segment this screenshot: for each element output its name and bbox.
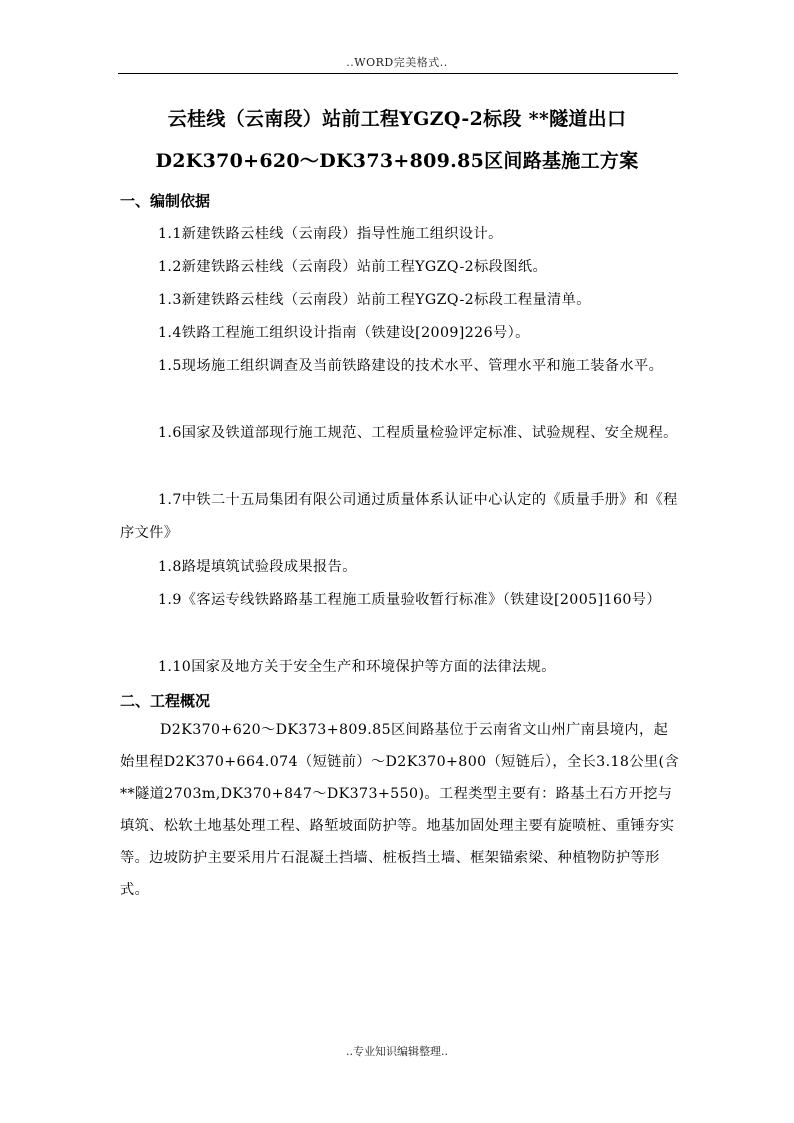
basis-item-1-5: 1.5现场施工组织调查及当前铁路建设的技术水平、管理水平和施工装备水平。 bbox=[158, 358, 664, 374]
basis-item-1-3: 1.3新建铁路云桂线（云南段）站前工程YGZQ-2标段工程量清单。 bbox=[158, 292, 591, 308]
basis-item-1-8: 1.8路堤填筑试验段成果报告。 bbox=[158, 559, 357, 575]
document-title-line2: D2K370+620～DK373+809.85区间路基施工方案 bbox=[155, 150, 639, 172]
basis-item-1-2: 1.2新建铁路云桂线（云南段）站前工程YGZQ-2标段图纸。 bbox=[158, 259, 548, 275]
basis-item-1-7: 1.7中铁二十五局集团有限公司通过质量体系认证中心认定的《质量手册》和《程序文件》 bbox=[120, 492, 678, 541]
header-divider bbox=[118, 73, 678, 74]
basis-item-1-10: 1.10国家及地方关于安全生产和环境保护等方面的法律法规。 bbox=[158, 659, 556, 675]
page-header: ..WORD完美格式.. bbox=[346, 56, 448, 69]
basis-item-1-4: 1.4铁路工程施工组织设计指南（铁建设[2009]226号）。 bbox=[158, 325, 530, 341]
page-footer: ..专业知识编辑整理.. bbox=[346, 1045, 448, 1058]
section-heading-basis: 一、编制依据 bbox=[120, 192, 211, 210]
basis-item-1-9: 1.9《客运专线铁路路基工程施工质量验收暂行标准》（铁建设[2005]160号） bbox=[158, 592, 661, 608]
document-title-line1: 云桂线（云南段）站前工程YGZQ-2标段 **隧道出口 bbox=[167, 108, 627, 130]
overview-paragraph: D2K370+620～DK373+809.85区间路基位于云南省文山州广南县境内，起始里程D2K370+664.074（短链前）～D2K370+800（短链后），全长3.18公里(含**隧道2703m,DK370+847～DK373+550)。工程类型主要有：路基土石方开挖与填筑、松软土地基处理工程、路堑坡面防护等。地基加固处理主要有旋喷桩、重锤夯实等。边坡防护主要采用片石混凝土挡墙、桩板挡土墙、框架锚索梁、种植物防护等形式。 bbox=[120, 722, 680, 898]
section-heading-overview: 二、工程概况 bbox=[120, 692, 211, 710]
basis-item-1-1: 1.1新建铁路云桂线（云南段）指导性施工组织设计。 bbox=[158, 226, 503, 242]
basis-item-1-6: 1.6国家及铁道部现行施工规范、工程质量检验评定标准、试验规程、安全规程。 bbox=[158, 425, 678, 441]
